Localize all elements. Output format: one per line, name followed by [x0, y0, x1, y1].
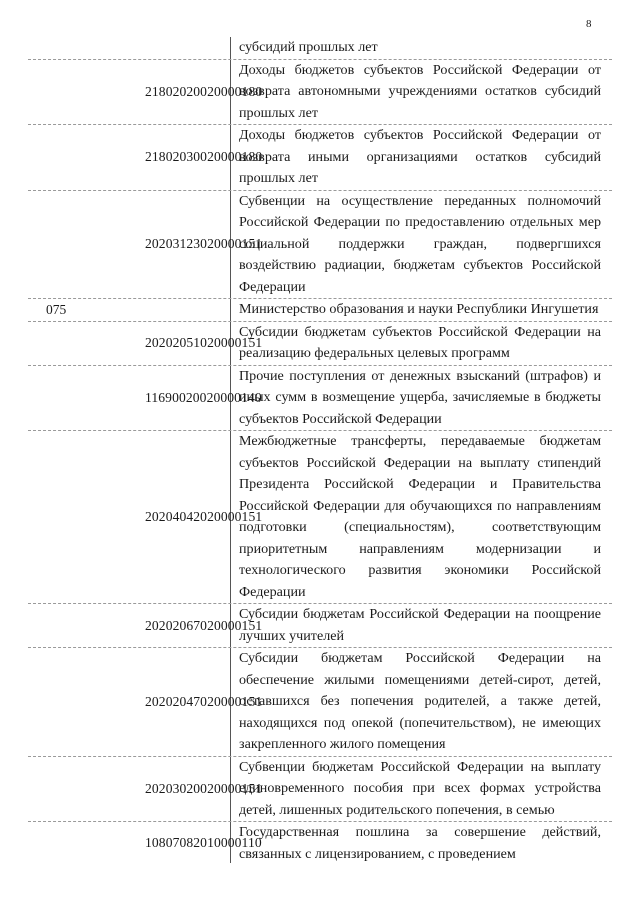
admin-cell	[28, 366, 83, 431]
description-cell	[231, 125, 601, 190]
code-cell	[83, 125, 263, 190]
code-cell	[83, 60, 263, 125]
budget-code: 10807082010000110	[145, 834, 262, 850]
table-row	[28, 125, 612, 191]
description-text: Государственная пошлина за совершение действий, связанных с лицензированием, с проведением	[239, 824, 601, 862]
description-text: субсидий прошлых лет	[239, 39, 378, 55]
code-cell	[83, 299, 231, 321]
admin-cell	[28, 299, 83, 321]
budget-code: 21802020020000180	[145, 83, 263, 99]
description-cell	[231, 757, 601, 822]
description-cell	[231, 648, 601, 756]
table-row	[28, 757, 612, 823]
description-cell	[231, 604, 601, 647]
code-cell	[83, 648, 263, 756]
admin-cell	[28, 604, 83, 647]
budget-code: 20203123020000151	[145, 236, 263, 252]
code-cell	[83, 431, 263, 603]
description-cell	[231, 431, 601, 603]
budget-code: 21802030020000180	[145, 149, 263, 165]
admin-cell	[28, 431, 83, 603]
table-row	[28, 822, 612, 863]
table-row	[28, 322, 612, 366]
description-cell	[231, 299, 601, 321]
budget-code: 20204042020000151	[145, 509, 263, 524]
admin-cell	[28, 648, 83, 756]
code-cell	[83, 37, 231, 59]
description-cell	[231, 60, 601, 125]
table-row	[28, 366, 612, 432]
description-text: Субвенции бюджетам Российской Федерации на выплату единовременного пособия при всех формах устройства детей, лишенных родительского попечения, в семью	[239, 758, 601, 818]
code-cell	[83, 322, 263, 365]
description-text: Субсидии бюджетам Российской Федерации на обеспечение жилыми помещениями детей-сирот, детей, оставшихся без попечения родителей, а также детей, находящихся под опекой (попечительством), не имеющих закрепленного жилого помещения	[239, 650, 601, 752]
administrator-code: 075	[46, 301, 67, 317]
description-cell	[231, 37, 601, 59]
description-text: Межбюджетные трансферты, передаваемые бюджетам субъектов Российской Федерации на выплату стипендий Президента Российской Федерации и Правительства Российской Федерации для обучающихся по направлениям подготовки (специальностям), соответствующим приоритетным направлениям модернизации и технологического развития экономики Российской Федерации	[239, 433, 601, 600]
admin-cell	[28, 757, 83, 822]
budget-code: 20203020020000151	[145, 780, 263, 796]
admin-cell	[28, 322, 83, 365]
table-row	[28, 604, 612, 648]
description-text: Доходы бюджетов субъектов Российской Федерации от возврата автономными учреждениями остатков субсидий прошлых лет	[239, 61, 601, 121]
description-text: Субвенции на осуществление переданных полномочий Российской Федерации по предоставлению отдельных мер социальной поддержки граждан, подвергшихся воздействию радиации, бюджетам субъектов Российской Федерации	[239, 192, 601, 295]
admin-cell	[28, 125, 83, 190]
description-text: Прочие поступления от денежных взысканий (штрафов) и иных сумм в возмещение ущерба, зачисляемые в бюджеты субъектов Российской Федерации	[239, 367, 601, 427]
table-row	[28, 37, 612, 60]
table-row	[28, 648, 612, 757]
description-cell	[231, 322, 601, 365]
budget-code: 20202067020000151	[145, 617, 263, 633]
page-number: 8	[586, 18, 592, 30]
table-row	[28, 299, 612, 322]
admin-cell	[28, 191, 83, 299]
description-text: Министерство образования и науки Республики Ингушетия	[239, 301, 599, 317]
description-cell	[231, 366, 601, 431]
description-cell	[231, 822, 601, 863]
admin-cell	[28, 37, 83, 59]
code-cell	[83, 191, 263, 299]
admin-cell	[28, 822, 83, 863]
description-text: Субсидии бюджетам субъектов Российской Федерации на реализацию федеральных целевых программ	[239, 323, 601, 361]
code-cell	[83, 822, 262, 863]
budget-code: 20202051020000151	[145, 335, 263, 350]
budget-code: 11690020020000140	[145, 389, 262, 405]
table-row	[28, 191, 612, 300]
admin-cell	[28, 60, 83, 125]
code-cell	[83, 366, 262, 431]
table-row	[28, 60, 612, 126]
description-text: Субсидии бюджетам Российской Федерации на поощрение лучших учителей	[239, 606, 601, 644]
revenue-codes-table	[28, 37, 612, 863]
table-row	[28, 431, 612, 604]
code-cell	[83, 604, 263, 647]
description-text: Доходы бюджетов субъектов Российской Федерации от возврата иными организациями остатков субсидий прошлых лет	[239, 127, 601, 186]
description-cell	[231, 191, 601, 299]
budget-code: 20202047020000151	[145, 693, 263, 709]
code-cell	[83, 757, 263, 822]
